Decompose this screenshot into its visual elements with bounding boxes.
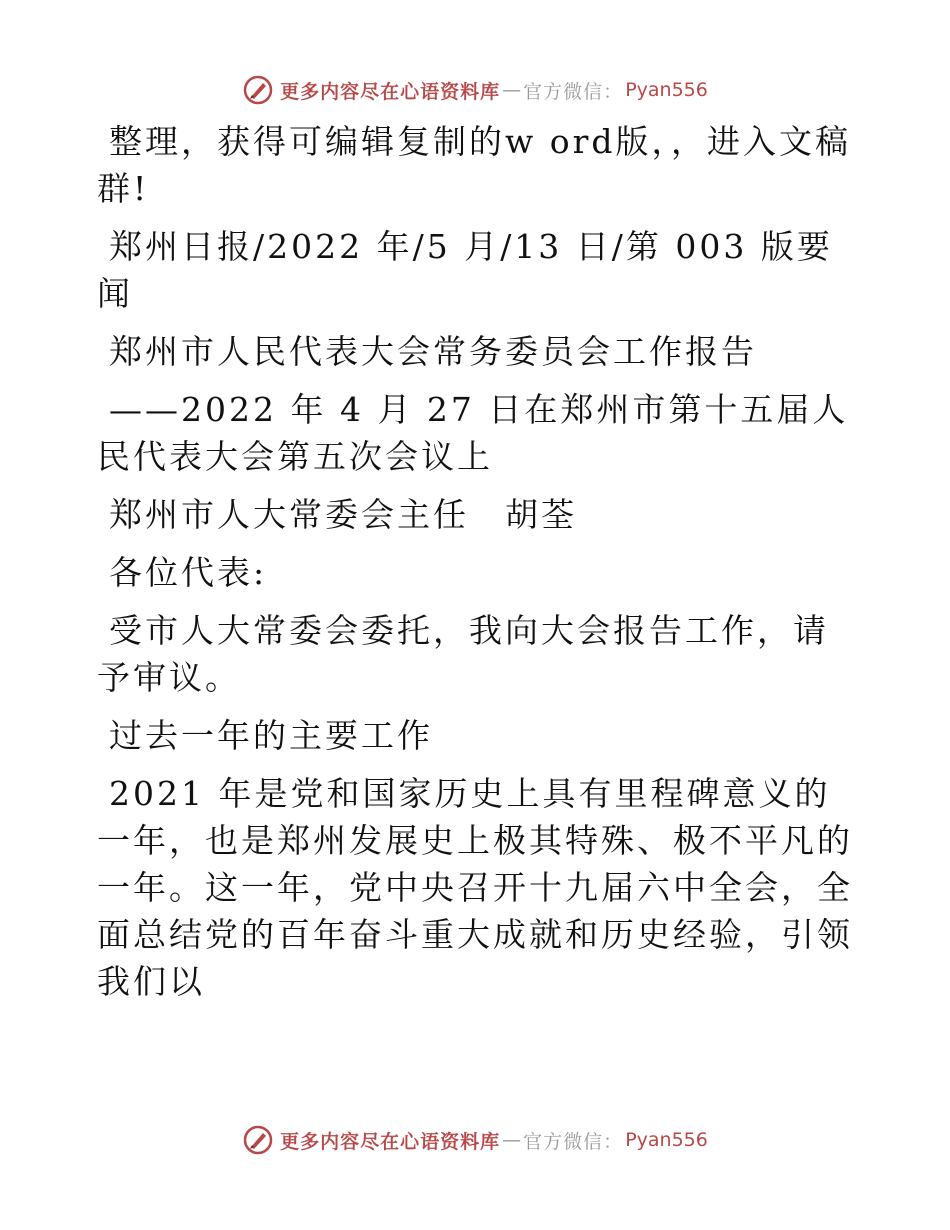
watermark-header — [0, 70, 950, 110]
watermark-label: 官方微信： — [523, 1130, 624, 1153]
watermark-wechat-id: Pyan556 — [625, 79, 708, 101]
paragraph-opening: 受市人大常委会委托，我向大会报告工作，请予审议。 — [97, 611, 829, 697]
watermark-main-text: 更多内容尽在心语资料库 — [280, 1130, 501, 1153]
watermark-dash: — — [502, 79, 522, 101]
document-body — [97, 118, 857, 1016]
watermark-dash: — — [502, 1129, 522, 1151]
paragraph-intro: 整理，获得可编辑复制的w ord版，，进入文稿群! — [97, 122, 852, 208]
paragraph-salutation: 各位代表: — [109, 553, 268, 592]
document-author: 郑州市人大常委会主任 胡荃 — [109, 495, 577, 534]
paragraph-body: 2021 年是党和国家历史上具有里程碑意义的一年，也是郑州发展史上极其特殊、极不平凡的一年。这一年，党中央召开十九届六中全会，全面总结党的百年奋斗重大成就和历史经验，引领我们以 — [97, 774, 853, 1001]
document-subtitle: ——2022 年 4 月 27 日在郑州市第十五届人民代表大会第五次会议上 — [97, 390, 849, 476]
watermark-footer — [0, 1120, 950, 1160]
watermark-wechat-id: Pyan556 — [625, 1129, 708, 1151]
pen-logo-icon — [242, 1124, 274, 1156]
document-title: 郑州市人民代表大会常务委员会工作报告 — [109, 332, 757, 371]
paragraph-source: 郑州日报/2022 年/5 月/13 日/第 003 版要闻 — [97, 227, 833, 313]
pen-logo-icon — [242, 74, 274, 106]
section-heading: 过去一年的主要工作 — [109, 716, 433, 755]
watermark-main-text: 更多内容尽在心语资料库 — [280, 80, 501, 103]
watermark-label: 官方微信： — [523, 80, 624, 103]
